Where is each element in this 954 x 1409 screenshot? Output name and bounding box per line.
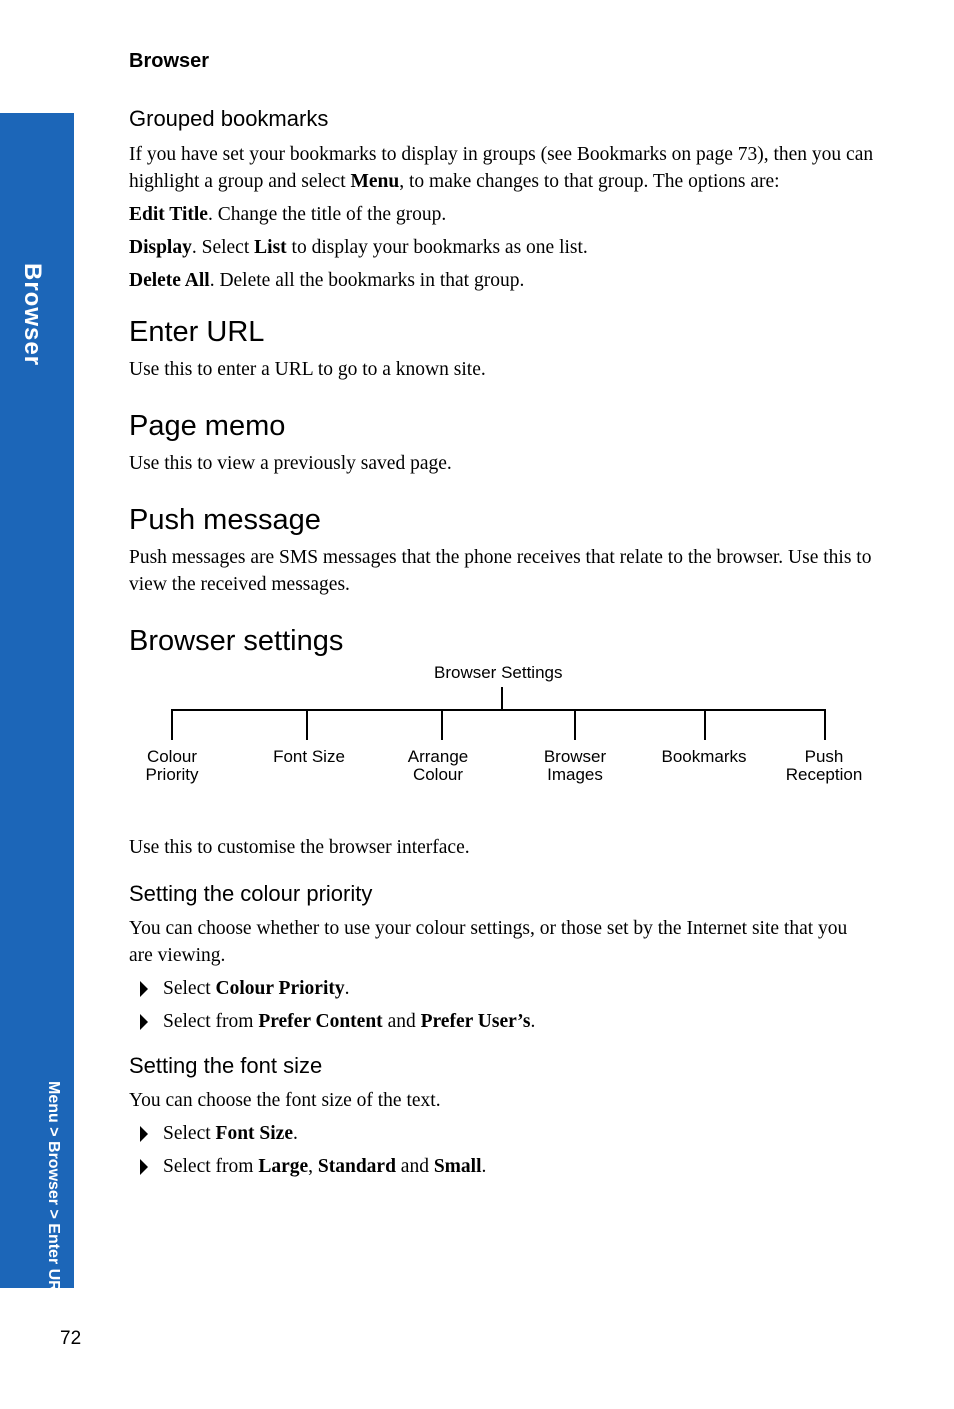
page-content	[129, 104, 874, 1180]
diagram-root-label: Browser Settings	[434, 663, 563, 682]
delete-all-option: Delete All. Delete all the bookmarks in that group.	[129, 270, 525, 291]
push-message-heading: Push message	[129, 504, 321, 536]
bullet-arrow-icon	[140, 981, 148, 997]
chapter-sidebar	[0, 113, 74, 1302]
running-head: Browser	[129, 50, 210, 72]
bullet-arrow-icon	[140, 1159, 148, 1175]
sidebar-chapter-title: Browser	[19, 263, 46, 367]
diagram-root-stem	[501, 687, 503, 710]
font-size-step-1: Select Font Size.	[129, 1120, 874, 1147]
page-memo-heading: Page memo	[129, 410, 286, 442]
colour-priority-step-1: Select Colour Priority.	[129, 975, 874, 1002]
diagram-node-push-reception: Push Reception	[785, 747, 863, 784]
browser-settings-diagram	[129, 659, 874, 834]
grouped-intro: If you have set your bookmarks to display in groups (see Bookmarks on page 73), then you can highlight a group and select Menu, to make changes to that group. The options are:	[129, 144, 874, 192]
colour-priority-text: You can choose whether to use your colour settings, or those set by the Internet site that you are viewing.	[129, 918, 848, 966]
bullet-arrow-icon	[140, 1126, 148, 1142]
push-message-text: Push messages are SMS messages that the phone receives that relate to the browser. Use this to view the received messages.	[129, 547, 872, 595]
browser-settings-heading: Browser settings	[129, 625, 344, 657]
diagram-stem-bookmarks	[704, 710, 706, 740]
enter-url-text: Use this to enter a URL to go to a known site.	[129, 359, 486, 380]
browser-settings-text: Use this to customise the browser interface.	[129, 837, 470, 858]
diagram-stem-push-reception	[824, 710, 826, 740]
diagram-node-browser-images: Browser Images	[543, 747, 607, 784]
diagram-stem-arrange-colour	[441, 710, 443, 740]
display-option: Display. Select List to display your bookmarks as one list.	[129, 237, 588, 258]
colour-priority-heading: Setting the colour priority	[129, 881, 373, 906]
page-number: 72	[60, 1328, 82, 1349]
page-memo-text: Use this to view a previously saved page.	[129, 453, 452, 474]
diagram-branch-bar	[171, 709, 826, 711]
diagram-node-bookmarks: Bookmarks	[661, 747, 747, 766]
diagram-stem-font-size	[306, 710, 308, 740]
grouped-bookmarks-heading: Grouped bookmarks	[129, 106, 329, 131]
sidebar-breadcrumb: Menu > Browser > Enter URL	[45, 1081, 62, 1302]
edit-title-option: Edit Title. Change the title of the group.	[129, 204, 447, 225]
enter-url-heading: Enter URL	[129, 316, 265, 348]
diagram-node-font-size: Font Size	[273, 747, 345, 766]
font-size-step-2: Select from Large, Standard and Small.	[129, 1153, 874, 1180]
bullet-arrow-icon	[140, 1014, 148, 1030]
font-size-heading: Setting the font size	[129, 1053, 323, 1078]
diagram-node-arrange-colour: Arrange Colour	[407, 747, 469, 784]
colour-priority-step-2: Select from Prefer Content and Prefer User’s.	[129, 1008, 874, 1035]
diagram-stem-browser-images	[574, 710, 576, 740]
font-size-text: You can choose the font size of the text.	[129, 1090, 441, 1111]
diagram-stem-colour-priority	[171, 710, 173, 740]
diagram-node-colour-priority: Colour Priority	[145, 747, 199, 784]
